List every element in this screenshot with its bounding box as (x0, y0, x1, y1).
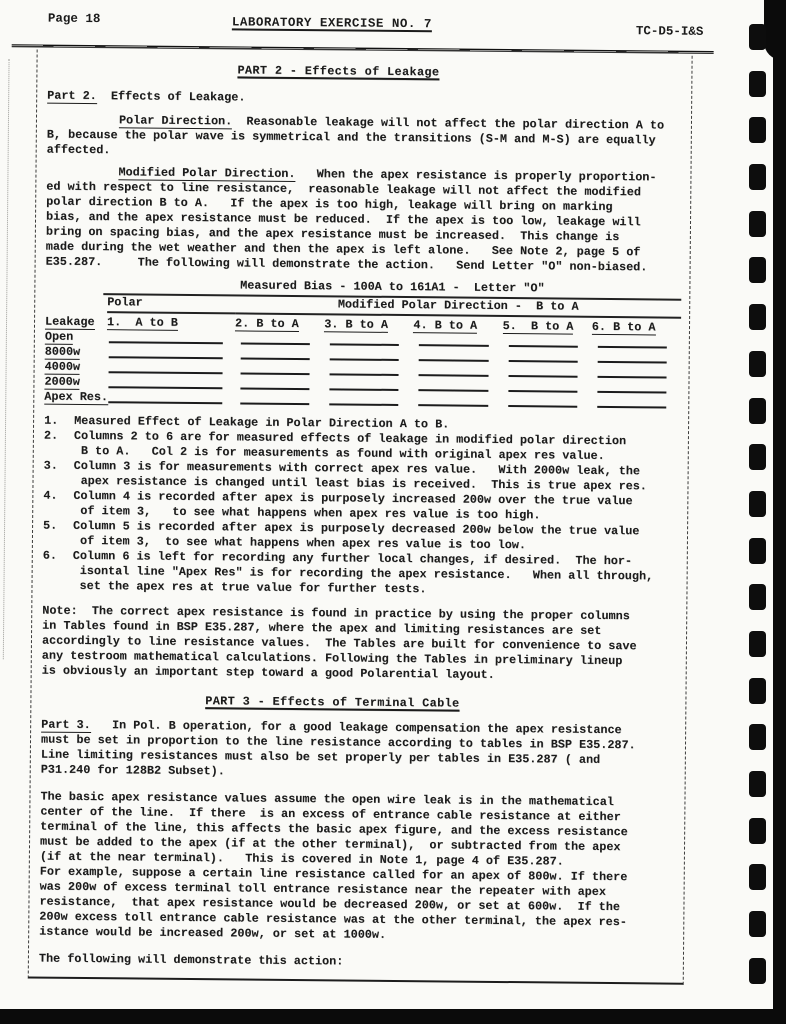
binder-hole (749, 911, 766, 937)
blank-entry-line[interactable] (109, 356, 223, 359)
polar-direction-paragraph (47, 113, 683, 164)
table-title: Measured Bias - 100A to 161A1 - Letter "O" (103, 277, 681, 301)
polar-direction-lead: Polar Direction. (118, 113, 233, 129)
part3-body: must be set in proportion to the line resistance according to tables in BSP E35.287. Line limiting resistances must also be set properly per tables in E35.287 ( and P31.240 for 128B2 Subset). (40, 732, 636, 779)
blank-entry-line[interactable] (597, 376, 666, 379)
group-header-polar: Polar (107, 295, 235, 314)
part3-lead: Part 3. (41, 717, 91, 733)
blank-entry-line[interactable] (419, 374, 488, 377)
blank-entry-line[interactable] (597, 406, 666, 409)
blank-entry-line[interactable] (508, 390, 577, 393)
binder-hole (749, 71, 766, 97)
binder-hole (749, 117, 766, 143)
item-number: 5. (43, 518, 58, 533)
apex-explanation-paragraph: The basic apex resistance values assume the open wire leak is in the mathematical center of the line. If there is an excess of entrance cable resistance at either terminal of the line, this affects the basic apex figure, and the excess resistance must be added to the apex (if at the other terminal), or subtracted from the apex (if at the near terminal). This is covered in Note 1, page 4 of E35.287. For example, suppose a certain line resistance called for an apex of 800w. If there was 200w of excess terminal toll entrance resistance near the repeater with apex resistance, that apex resistance would be decreased 200w, or set at 600w. If the 200w excess toll entrance cable resistance was at the other terminal, the apex res- istance would be increased 200w, or set at 1000w. (39, 789, 628, 942)
paragraph-indent (47, 123, 119, 124)
measured-bias-table (44, 277, 681, 411)
blank-entry-line[interactable] (330, 343, 399, 346)
modified-polar-firstline: When the apex resistance is properly proportion- (295, 166, 657, 185)
blank-entry-line[interactable] (598, 346, 667, 349)
item-number: 6. (42, 548, 58, 563)
polar-direction-body: B, because the polar wave is symmetrical and the transitions (S-M and M-S) are equally affected. (46, 127, 656, 158)
list-item (42, 549, 678, 600)
binder-hole (749, 584, 766, 610)
blank-entry-line[interactable] (240, 387, 309, 390)
binder-holes (749, 24, 766, 984)
item-text: Column 5 is recorded after apex is purposely decreased 200w below the true value of item 3, to see what happens when apex res value is too low. (72, 518, 640, 553)
scan-bottom-edge (0, 1009, 786, 1024)
blank-entry-line[interactable] (508, 375, 577, 378)
binder-hole (749, 211, 766, 237)
binder-hole (749, 864, 766, 890)
row-label-2000w: 2000w (44, 374, 80, 389)
part2-label-text: Effects of Leakage. (96, 89, 246, 105)
blank-entry-line[interactable] (330, 358, 399, 361)
binder-hole (749, 818, 766, 844)
binder-hole (749, 958, 766, 984)
binder-hole (749, 351, 766, 377)
document-code: TC-D5-I&S (635, 24, 704, 39)
item-text: Columns 2 to 6 are for measured effects of leakage in modified polar direction B to A. Col 2 is for measurements as found with original apex res value. (73, 428, 627, 463)
blank-entry-line[interactable] (597, 391, 666, 394)
row-label-apex-res: Apex Res. (44, 389, 109, 405)
item-number: 4. (43, 488, 58, 503)
paragraph-indent (46, 175, 118, 176)
part2-heading: PART 2 - Effects of Leakage (237, 63, 440, 80)
binder-hole (749, 724, 766, 750)
content-frame (28, 49, 693, 984)
binder-hole (749, 771, 766, 797)
blank-entry-line[interactable] (241, 357, 310, 360)
row-label-8000w: 8000w (44, 344, 81, 359)
col-header-5: 5. B to A (502, 318, 574, 334)
blank-entry-line[interactable] (329, 403, 398, 406)
item-number: 1. (44, 413, 59, 428)
part3-paragraph (41, 718, 678, 784)
binder-hole (749, 538, 766, 564)
blank-entry-line[interactable] (508, 360, 577, 363)
item-number: 2. (43, 428, 59, 443)
col-header-3: 3. B to A (324, 317, 389, 332)
blank-entry-line[interactable] (330, 388, 399, 391)
closing-line: The following will demonstrate this action: (38, 951, 344, 969)
binder-hole (749, 257, 766, 283)
row-label-open: Open (44, 329, 74, 344)
blank-entry-line[interactable] (108, 386, 222, 389)
blank-entry-line[interactable] (419, 389, 488, 392)
blank-entry-line[interactable] (419, 344, 488, 347)
note-paragraph: Note: The correct apex resistance is found in practice by using the proper columns in Tables found in BSP E35.287, where the apex and limiting resistances are set accordingly to line resistance values. The Tables are built for convenience to save any testroom mathematical calculations. Following the Tables in preliminary lineup is obviously an important step toward a good Polarential layout. (41, 603, 637, 682)
binder-hole (749, 304, 766, 330)
modified-polar-lead: Modified Polar Direction. (118, 165, 296, 181)
page-number: Page 18 (47, 11, 101, 27)
col-header-6: 6. B to A (591, 319, 656, 335)
blank-entry-line[interactable] (419, 404, 488, 407)
binder-hole (749, 631, 766, 657)
blank-entry-line[interactable] (419, 359, 488, 362)
item-text: Column 4 is recorded after apex is purposely increased 200w over the true value of item 3, to see what happens when apex res value is too high. (73, 488, 633, 523)
blank-entry-line[interactable] (109, 341, 223, 344)
item-text: Column 3 is for measurements with correct apex res value. With 2000w leak, the apex resistance is changed until least bias is received. This is true apex res. (73, 458, 647, 494)
page-edge-crease (3, 59, 10, 659)
col-header-1: 1. A to B (106, 315, 178, 330)
row-label-4000w: 4000w (44, 359, 81, 374)
binder-hole (749, 164, 766, 190)
item-text: Column 6 is left for recording any further local changes, if desired. The hor- isontal line "Apex Res" is for recording the apex resistance. When all through, set the apex res at true value for further tests. (72, 548, 654, 597)
item-text: Measured Effect of Leakage in Polar Direction A to B. (74, 413, 450, 432)
blank-entry-line[interactable] (508, 345, 577, 348)
col-header-leakage: Leakage (44, 314, 95, 330)
document-title: LABORATORY EXERCISE NO. 7 (231, 15, 433, 32)
part2-label-line (47, 89, 683, 110)
page-header (0, 0, 745, 52)
part3-heading-row (41, 693, 677, 714)
scan-right-edge (773, 0, 786, 1024)
binder-hole (749, 444, 766, 470)
blank-entry-line[interactable] (108, 401, 222, 404)
blank-entry-line[interactable] (241, 372, 310, 375)
numbered-notes-list (42, 414, 680, 600)
blank-entry-line[interactable] (241, 342, 310, 345)
binder-hole (749, 24, 766, 50)
polar-direction-firstline: Reasonable leakage will not affect the polar direction A to (232, 114, 665, 133)
item-number: 3. (43, 458, 58, 473)
blank-entry-line[interactable] (240, 402, 309, 405)
binder-hole (749, 678, 766, 704)
col-header-2: 2. B to A (234, 316, 299, 332)
col-header-4: 4. B to A (413, 318, 478, 333)
part2-label: Part 2. (47, 88, 97, 104)
blank-entry-line[interactable] (330, 373, 399, 376)
blank-entry-line[interactable] (508, 405, 577, 408)
part3-firstline: In Pol. B operation, for a good leakage compensation the apex resistance (90, 718, 622, 738)
modified-polar-body: ed with respect to line resistance, reasonable leakage will not affect the modified polar direction B to A. If the apex is too high, leakage will bring on marking bias, and the apex resistance must be reduced. If the apex is too low, leakage will bring on spacing bias, and the apex resistance must be increased. This change is made during the wet weather and then the apex is left alone. See Note 2, page 5 of E35.287. The following will demonstrate the action. Send Letter "O" non-biased. (45, 179, 648, 275)
blank-entry-line[interactable] (597, 361, 666, 364)
binder-hole (749, 398, 766, 424)
part3-heading: PART 3 - Effects of Terminal Cable (205, 694, 460, 711)
part2-heading-row (47, 62, 683, 83)
modified-polar-paragraph (46, 165, 683, 276)
group-header-modified: Modified Polar Direction - B to A (235, 296, 681, 318)
blank-entry-line[interactable] (109, 371, 223, 374)
binder-hole (749, 491, 766, 517)
